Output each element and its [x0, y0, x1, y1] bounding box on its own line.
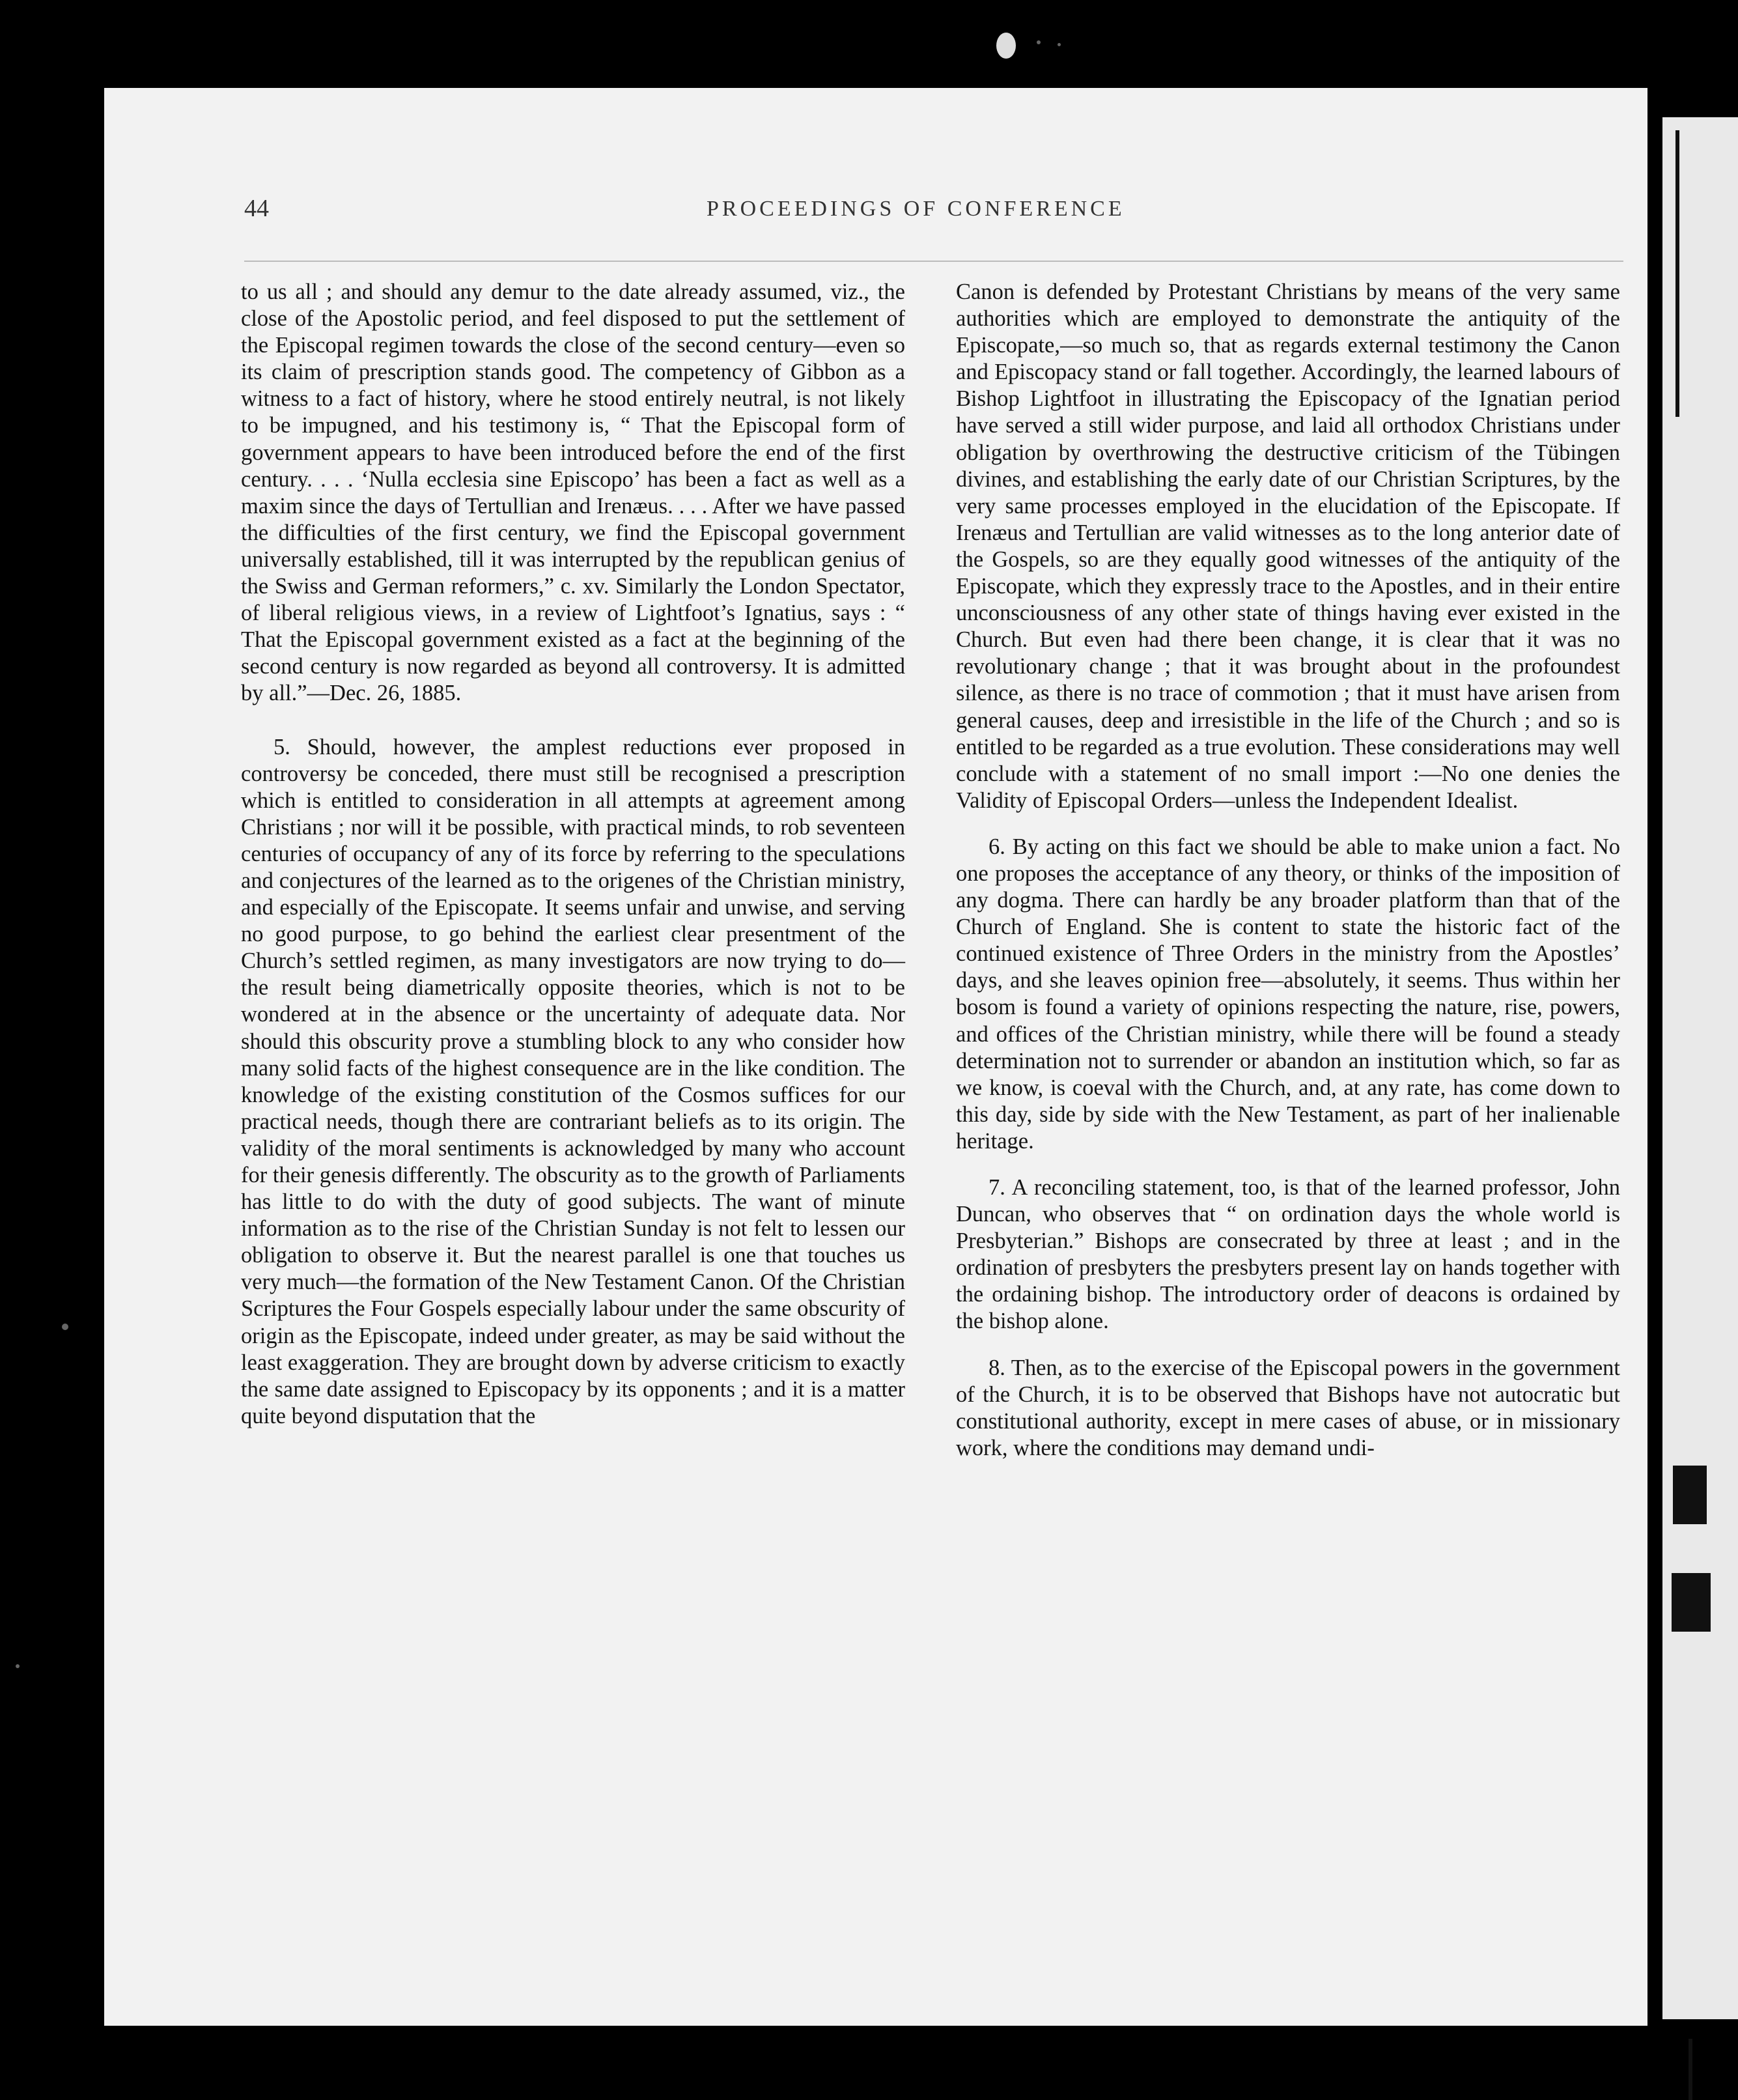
- binding-mark: [1689, 2039, 1692, 2100]
- binding-mark: [1675, 130, 1679, 417]
- paragraph-continued: Canon is defended by Protestant Christians by means of the very same authorities which are employed to demonstrate the antiquity of the Episcopate,—so much so, that as regards external testimony the Canon and Episcopacy stand or fall together. Accordingly, the learned labours of Bishop Lightfoot in illustrating the Episcopacy of the Ignatian period have served a still wider purpose, and laid all orthodox Christians under obligation by overthrowing the destructive criticism of the Tübingen divines, and establishing the early date of our Christian Scriptures, by the very same processes employed in the elucidation of the Episcopate. If Irenæus and Tertullian are valid witnesses as to the long anterior date of the Gospels, so are they equally good witnesses of the antiquity of the Episcopate, which they expressly trace to the Apostles, and in their entire unconsciousness of any other state of things having ever existed in the Church. But even had there been change, it is clear that it was no revolutionary change ; that it was brought about in the profoundest silence, as there is no trace of commotion ; that it must have arisen from general causes, deep and irresistible in the life of the Church ; and so is entitled to be regarded as a true evolution. These considerations may well conclude with a statement of no small import :—No one denies the Validity of Episcopal Orders—unless the Independent Idealist.: [956, 279, 1620, 813]
- scan-speck: [1058, 43, 1061, 46]
- scan-blot: [996, 33, 1016, 59]
- adjacent-page-edge: [1662, 117, 1738, 2019]
- paragraph-6: 6. By acting on this fact we should be able to make union a fact. No one proposes the acceptance of any theory, or thinks of the imposition of any dogma. There can hardly be any broader platform than that of the Church of England. She is content to state the historic fact of the continued existence of Three Orders in the ministry from the Apostles’ days, and she leaves opinion free—absolutely, it seems. Thus within her bosom is found a variety of opinions respecting the nature, rise, powers, and offices of the Christian ministry, while there will be found a steady determination not to surrender or abandon an institution which, so far as we know, is coeval with the Church, and, at any rate, has come down to this day, side by side with the New Testament, as part of her inalienable heritage.: [956, 834, 1620, 1154]
- paragraph-7: 7. A reconciling statement, too, is that of the learned professor, John Duncan, who observes that “ on ordination days the whole world is Presbyterian.” Bishops are consecrated by three at least ; and in the ordination of presbyters the presbyters present lay on hands together with the ordaining bishop. The introductory order of deacons is ordained by the bishop alone.: [956, 1175, 1620, 1334]
- running-head: [244, 194, 1625, 227]
- binding-mark: [1672, 1573, 1711, 1632]
- binding-mark: [1673, 1466, 1707, 1524]
- right-column: [956, 279, 1620, 1462]
- left-column: [241, 279, 905, 1430]
- paragraph-5: 5. Should, however, the amplest reductions ever proposed in controversy be conceded, there must still be recognised a prescription which is entitled to consideration in all attempts at agreement among Christians ; nor will it be possible, with practical minds, to rob seventeen centuries of occupancy of any of its force by referring to the speculations and conjectures of the learned as to the origenes of the Christian ministry, and especially of the Episcopate. It seems unfair and unwise, and serving no good purpose, to go behind the earliest clear presentment of the Church’s settled regimen, as many investigators are now trying to do—the result being diametrically opposite theories, which is not to be wondered at in the absence or the uncertainty of adequate data. Nor should this obscurity prove a stumbling block to any who consider how many solid facts of the highest consequence are in the like condition. The knowledge of the existing constitution of the Cosmos suffices for our practical needs, though there are contrariant beliefs as to its origin. The validity of the moral sentiments is acknowledged by many who account for their genesis differently. The obscurity as to the growth of Parliaments has little to do with the duty of good subjects. The want of minute information as to the rise of the Christian Sunday is not felt to lessen our obligation to observe it. But the nearest parallel is one that touches us very much—the formation of the New Testament Canon. Of the Christian Scriptures the Four Gospels especially labour under the same obscurity of origin as the Episcopate, indeed under greater, as may be said without the least exaggeration. They are brought down by adverse criticism to exactly the same date assigned to Episcopacy by its opponents ; and it is a matter quite beyond disputation that the: [241, 734, 905, 1428]
- scan-speck: [1037, 40, 1041, 44]
- scan-speck: [16, 1664, 20, 1668]
- running-head-title: PROCEEDINGS OF CONFERENCE: [707, 197, 1125, 221]
- paragraph-8: 8. Then, as to the exercise of the Episcopal powers in the government of the Church, it is to be observed that Bishops have not autocratic but constitutional authority, except in mere cases of abuse, or in missionary work, where the conditions may demand undi-: [956, 1355, 1620, 1460]
- scan-speck: [62, 1324, 68, 1330]
- header-rule: [244, 261, 1623, 262]
- paragraph-continued: to us all ; and should any demur to the date already assumed, viz., the close of the Apostolic period, and feel disposed to put the settlement of the Episcopal regimen towards the close of the second century—even so its claim of prescription stands good. The competency of Gibbon as a witness to a fact of history, where he stood entirely neutral, is not likely to be impugned, and his testimony is, “ That the Episcopal form of government appears to have been introduced before the end of the first century. . . . ‘Nulla ecclesia sine Episcopo’ has been a fact as well as a maxim since the days of Tertullian and Irenæus. . . . After we have passed the difficulties of the first century, we find the Episcopal government universally established, till it was interrupted by the republican genius of the Swiss and German reformers,” c. xv. Similarly the London Spectator, of liberal religious views, in a review of Lightfoot’s Ignatius, says : “ That the Episcopal government existed as a fact at the beginning of the second century is now regarded as beyond all controversy. It is admitted by all.”—Dec. 26, 1885.: [241, 279, 905, 706]
- page-number: 44: [244, 195, 269, 222]
